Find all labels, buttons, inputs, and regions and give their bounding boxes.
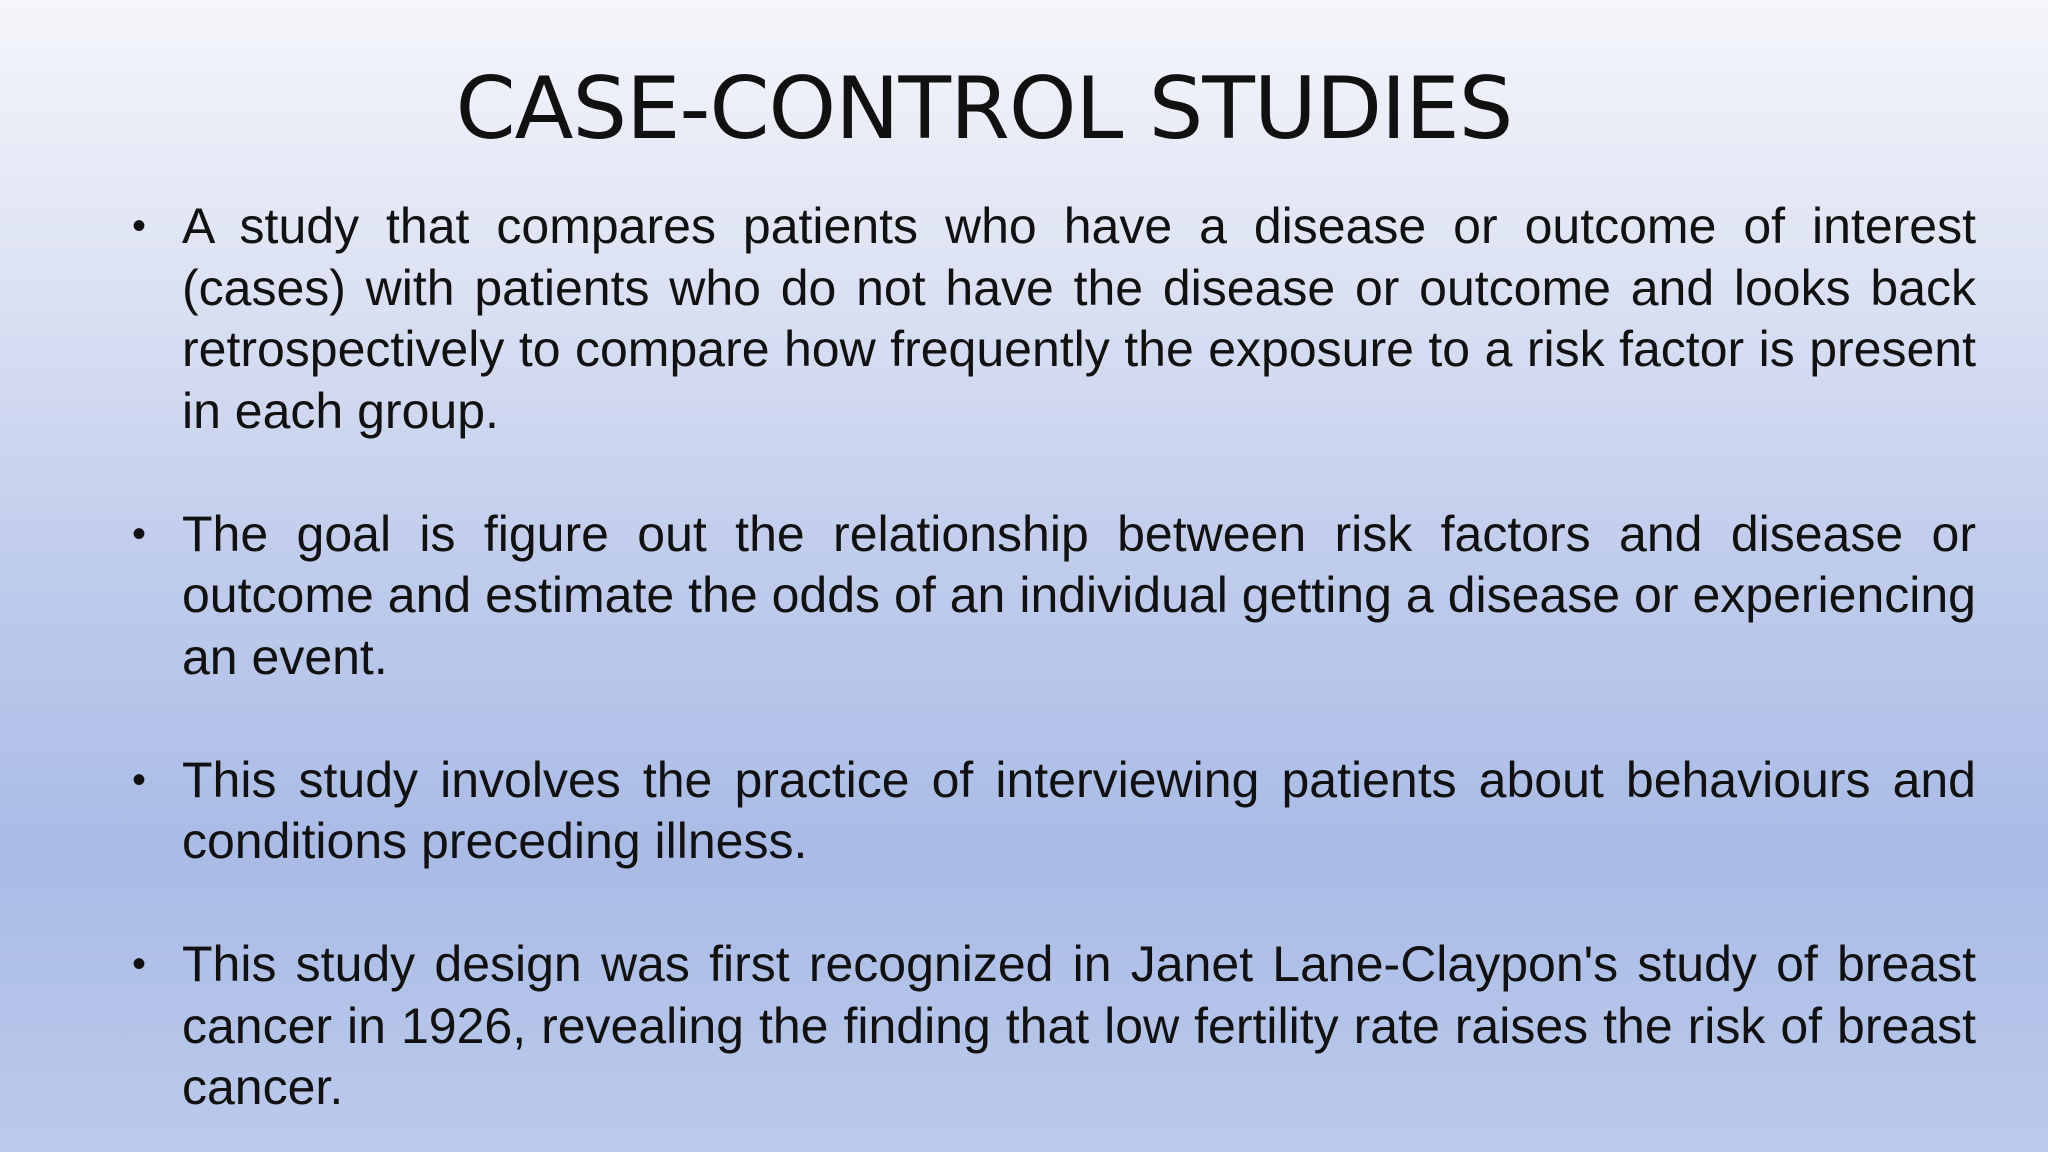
slide-title: CASE-CONTROL STUDIES bbox=[455, 59, 1513, 159]
bullet-text: This study design was first recognized in Janet Lane-Claypon's study of breast cancer in 1926, revealing the finding that low fertility rate raises the risk of breast cancer. bbox=[182, 936, 1976, 1115]
bullet-dot-icon: • bbox=[132, 942, 147, 986]
bullet-dot-icon: • bbox=[132, 511, 147, 556]
bullet-dot-icon: • bbox=[132, 757, 147, 802]
bullet-item bbox=[132, 934, 1976, 1119]
bullet-text: This study involves the practice of interviewing patients about behaviours and conditions preceding illness. bbox=[182, 751, 1976, 869]
bullet-list bbox=[132, 196, 1976, 1119]
bullet-item bbox=[132, 750, 1976, 873]
bullet-text: A study that compares patients who have a disease or outcome of interest (cases) with patients who do not have the disease or outcome and looks back retrospectively to compare how frequently the exposure to a risk factor is present in each group. bbox=[182, 198, 1976, 439]
bullet-dot-icon: • bbox=[132, 204, 147, 248]
bullet-text: The goal is figure out the relationship between risk factors and disease or outcome and estimate the odds of an individual getting a disease or experiencing an event. bbox=[182, 505, 1976, 685]
bullet-item bbox=[132, 196, 1976, 442]
bullet-item bbox=[132, 504, 1976, 689]
